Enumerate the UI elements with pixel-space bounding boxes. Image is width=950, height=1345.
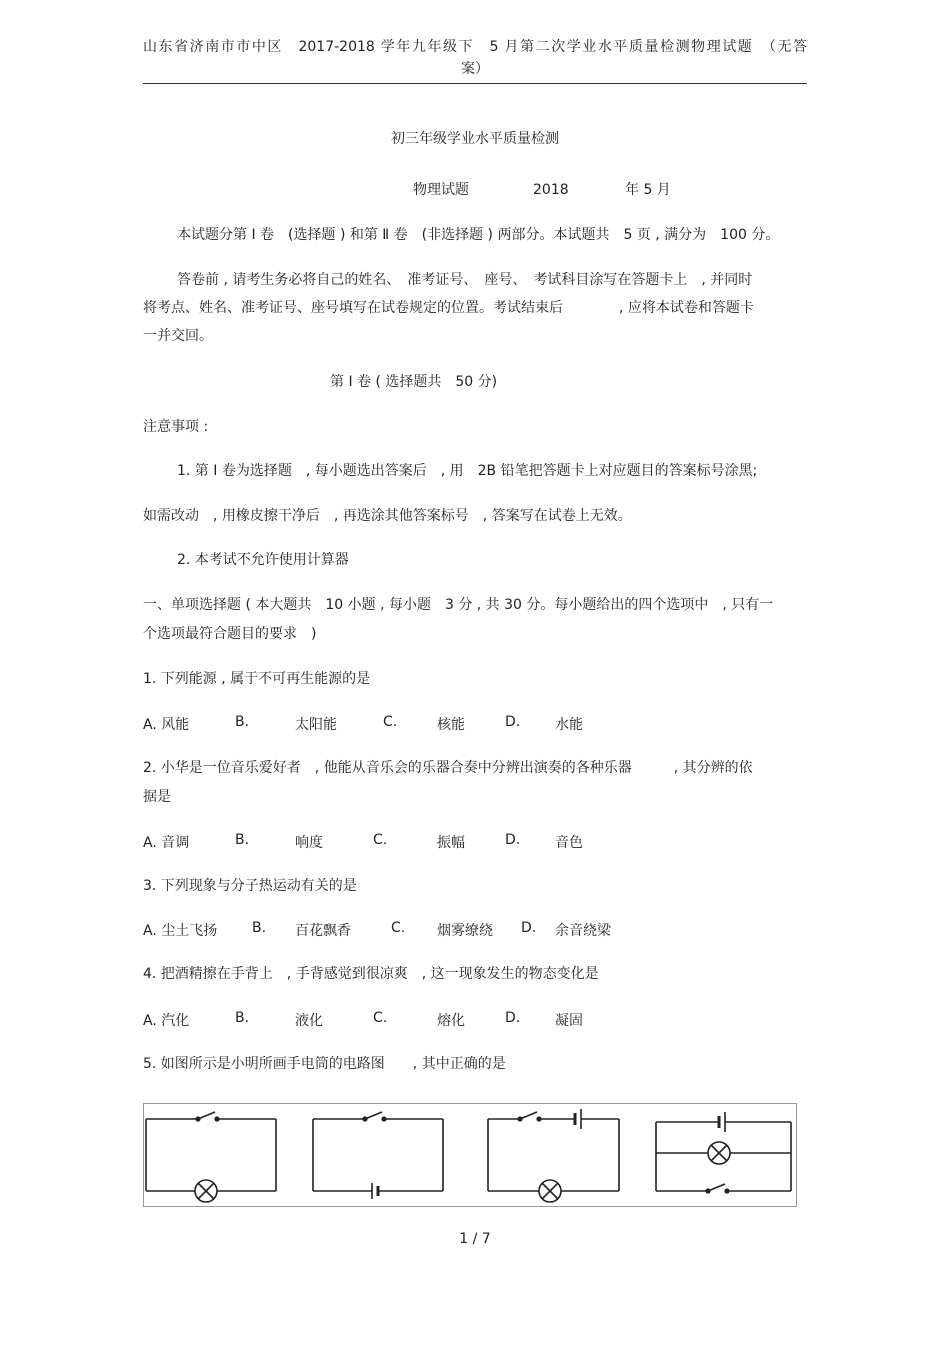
question-3-stem: 3. 下列现象与分子热运动有关的是 [143, 878, 357, 894]
running-header-continued: 案） [461, 61, 489, 77]
question-5-stem: 5. 如图所示是小明所画手电筒的电路图 , 其中正确的是 [143, 1056, 506, 1072]
question-2-option-b-letter: B. [235, 832, 250, 848]
question-2-option-a: A. 音调 [143, 835, 190, 851]
exam-year: 2018 [533, 182, 569, 198]
question-2-option-d-letter: D. [505, 832, 521, 848]
question-2-option-c-letter: C. [373, 832, 388, 848]
intro-paragraph-2-line-1: 答卷前 , 请考生务必将自己的姓名、 准考证号、 座号、 考试科目涂写在答题卡上 , 并同时 [177, 272, 753, 288]
question-2-stem-line-2: 据是 [143, 789, 171, 805]
page-number: 1 / 7 [459, 1231, 491, 1247]
question-3-option-c-letter: C. [391, 920, 406, 936]
question-3-option-d: 余音绕梁 [555, 923, 611, 939]
question-4-option-c: 熔化 [437, 1013, 465, 1029]
question-2-option-b: 响度 [295, 835, 323, 851]
question-1-option-a: A. 风能 [143, 717, 190, 733]
exam-month: 年 5 月 [625, 182, 671, 198]
section-1-instructions-line-2: 个选项最符合题目的要求 ) [143, 626, 317, 642]
note-2: 2. 本考试不允许使用计算器 [177, 552, 349, 568]
exam-title: 初三年级学业水平质量检测 [391, 131, 559, 147]
question-4-option-b-letter: B. [235, 1010, 250, 1026]
intro-paragraph-1: 本试题分第 Ⅰ 卷 (选择题 ) 和第 Ⅱ 卷 (非选择题 ) 两部分。本试题共 5 页 , 满分为 100 分。 [177, 227, 780, 243]
running-header: 山东省济南市市中区 2017-2018 学年九年级下 5 月第二次学业水平质量检测物理试题 （无答 [143, 39, 807, 55]
question-1-stem: 1. 下列能源 , 属于不可再生能源的是 [143, 671, 371, 687]
subject-label: 物理试题 [413, 182, 469, 198]
question-2-option-d: 音色 [555, 835, 583, 851]
question-4-option-c-letter: C. [373, 1010, 388, 1026]
question-2-stem-line-1: 2. 小华是一位音乐爱好者 , 他能从音乐会的乐器合奏中分辨出演奏的各种乐器 , 其分辨的依 [143, 760, 753, 776]
question-4-option-b: 液化 [295, 1013, 323, 1029]
question-1-option-c: 核能 [437, 717, 465, 733]
circuit-b [313, 1112, 443, 1199]
question-4-option-d: 凝固 [555, 1013, 583, 1029]
question-3-option-b: 百花飘香 [295, 923, 351, 939]
question-1-option-b-letter: B. [235, 714, 250, 730]
part1-heading: 第 Ⅰ 卷 ( 选择题共 50 分) [330, 374, 498, 390]
circuit-c [488, 1109, 619, 1202]
question-3-option-d-letter: D. [521, 920, 537, 936]
notes-label: 注意事项 : [143, 419, 209, 435]
circuit-diagrams-figure [143, 1103, 797, 1207]
question-4-option-a: A. 汽化 [143, 1013, 190, 1029]
question-4-option-d-letter: D. [505, 1010, 521, 1026]
intro-paragraph-2-line-2: 将考点、姓名、准考证号、座号填写在试卷规定的位置。考试结束后 , 应将本试卷和答题卡 [143, 300, 754, 316]
intro-paragraph-2-line-3: 一并交回。 [143, 328, 213, 344]
question-2-option-c: 振幅 [437, 835, 465, 851]
question-1-option-c-letter: C. [383, 714, 398, 730]
question-1-option-d: 水能 [555, 717, 583, 733]
question-4-stem: 4. 把酒精擦在手背上 , 手背感觉到很凉爽 , 这一现象发生的物态变化是 [143, 966, 599, 982]
question-1-option-d-letter: D. [505, 714, 521, 730]
note-1-line-1: 1. 第 Ⅰ 卷为选择题 , 每小题选出答案后 , 用 2B 铅笔把答题卡上对应题目的答案标号涂黑; [177, 463, 758, 479]
header-rule [143, 83, 807, 84]
question-3-option-c: 烟雾缭绕 [437, 923, 493, 939]
question-3-option-a: A. 尘土飞扬 [143, 923, 218, 939]
circuit-a [146, 1112, 276, 1202]
circuit-d [656, 1112, 791, 1193]
note-1-line-2: 如需改动 , 用橡皮擦干净后 , 再选涂其他答案标号 , 答案写在试卷上无效。 [143, 508, 632, 524]
question-3-option-b-letter: B. [252, 920, 267, 936]
question-1-option-b: 太阳能 [295, 717, 337, 733]
section-1-instructions-line-1: 一、单项选择题 ( 本大题共 10 小题 , 每小题 3 分 , 共 30 分。每小题给出的四个选项中 , 只有一 [143, 597, 774, 613]
